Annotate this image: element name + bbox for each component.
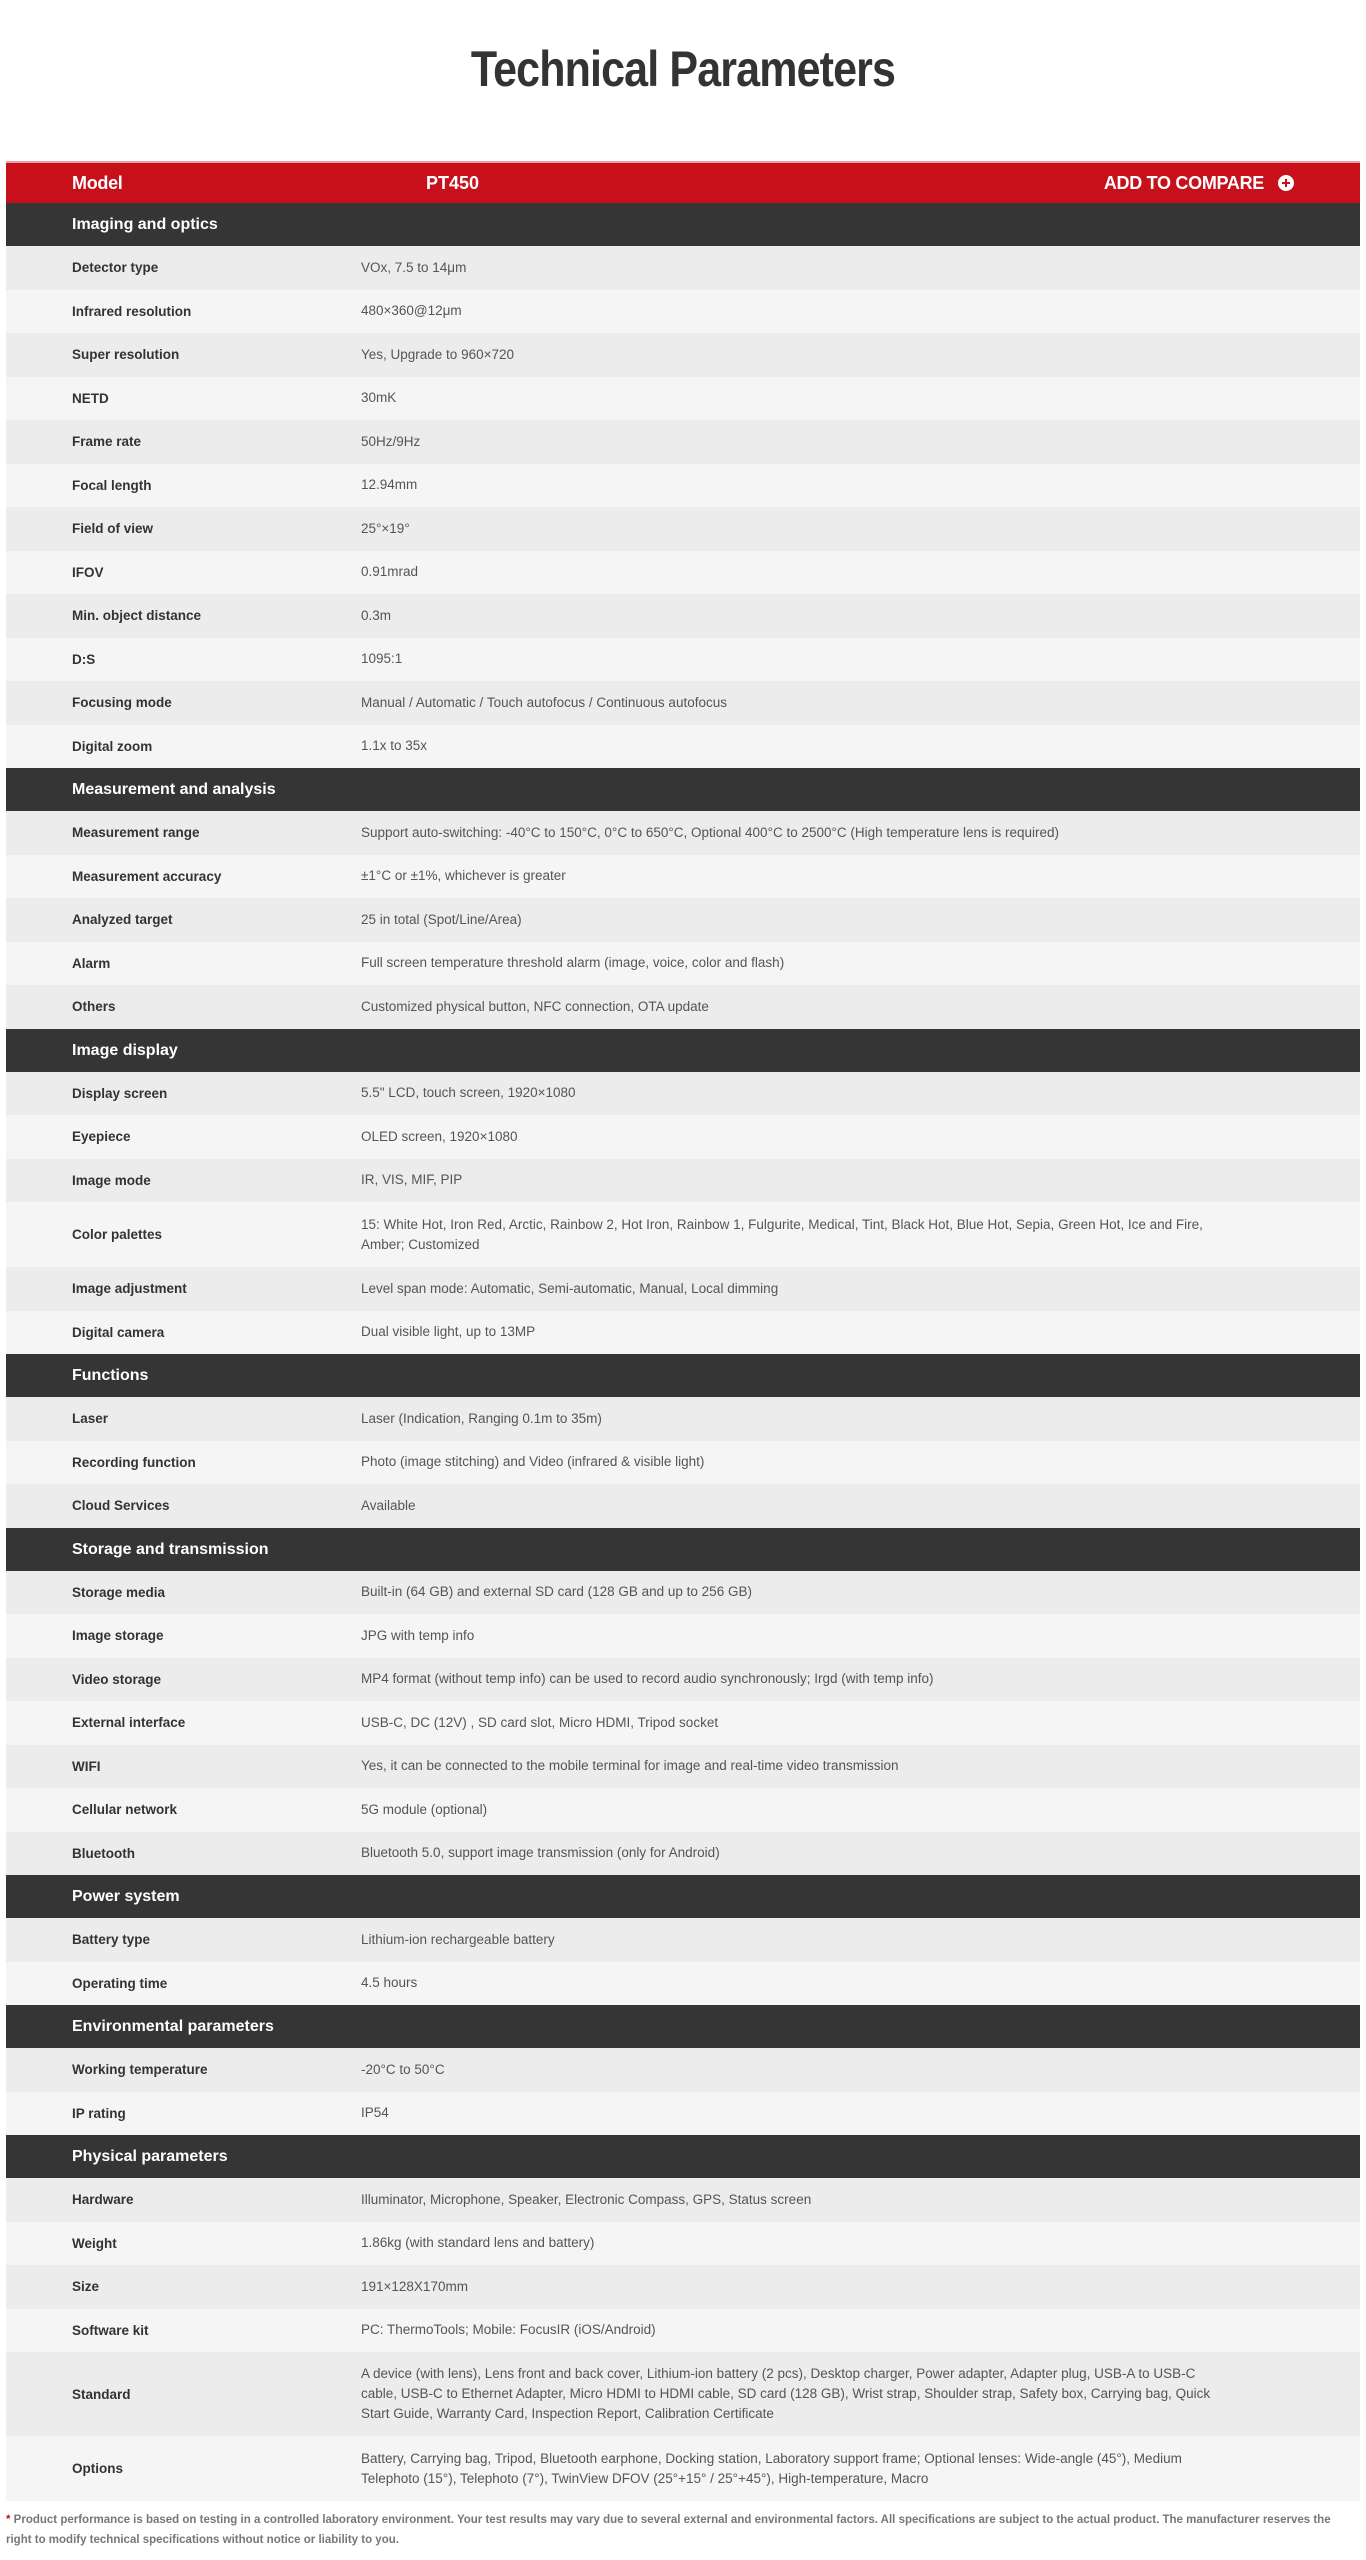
spec-key: Infrared resolution <box>72 303 192 319</box>
spec-value: Yes, it can be connected to the mobile terminal for image and real-time video transmission <box>361 1758 899 1774</box>
spec-row <box>6 2048 1360 2092</box>
spec-key: Display screen <box>72 1085 168 1101</box>
spec-key: NETD <box>72 390 109 406</box>
spec-value: 480×360@12μm <box>361 303 462 319</box>
spec-key: Options <box>72 2461 123 2476</box>
spec-key: Analyzed target <box>72 912 173 928</box>
section-rows <box>6 1072 1360 1355</box>
section-header: Environmental parameters <box>6 2005 1360 2048</box>
spec-row <box>6 1614 1360 1658</box>
spec-key: Digital camera <box>72 1324 165 1340</box>
spec-key: IFOV <box>72 564 104 580</box>
spec-row <box>6 2436 1360 2501</box>
spec-row <box>6 855 1360 899</box>
spec-row <box>6 1267 1360 1311</box>
spec-key: Measurement accuracy <box>72 868 222 884</box>
spec-key: Alarm <box>72 955 111 971</box>
spec-value: 1095:1 <box>361 651 403 667</box>
model-label: Model <box>72 173 123 193</box>
spec-key: Focusing mode <box>72 695 172 711</box>
spec-row <box>6 594 1360 638</box>
add-to-compare-label: ADD TO COMPARE <box>1103 172 1264 193</box>
spec-value: Laser (Indication, Ranging 0.1m to 35m) <box>361 1410 602 1426</box>
spec-key: D:S <box>72 651 96 667</box>
spec-row <box>6 898 1360 942</box>
spec-value: Available <box>361 1497 416 1513</box>
spec-row <box>6 333 1360 377</box>
spec-value: 4.5 hours <box>361 1975 418 1991</box>
spec-row <box>6 290 1360 334</box>
spec-key: Others <box>72 999 116 1015</box>
spec-key: Image adjustment <box>72 1281 187 1297</box>
spec-key: Digital zoom <box>72 738 153 754</box>
footnote-text: Product performance is based on testing in a controlled laboratory environment. Your test results may vary due to several external and environmental factors. All specifications are subject to the actual product. The manufacturer reserves the right to modify technical specifications without notice or liability to you. <box>6 2514 1331 2546</box>
spec-value: 191×128X170mm <box>361 2278 468 2294</box>
spec-row <box>6 1571 1360 1615</box>
spec-row <box>6 1397 1360 1441</box>
spec-row <box>6 2178 1360 2222</box>
section-header: Physical parameters <box>6 2135 1360 2178</box>
model-value: PT450 <box>426 173 480 193</box>
spec-key: Software kit <box>72 2322 149 2338</box>
spec-value: IP54 <box>361 2105 389 2121</box>
spec-key: Bluetooth <box>72 1845 135 1861</box>
spec-value: 25 in total (Spot/Line/Area) <box>361 911 522 927</box>
spec-value: Manual / Automatic / Touch autofocus / Continuous autofocus <box>361 694 727 710</box>
spec-value: MP4 format (without temp info) can be used to record audio synchronously; Irgd (with temp info) <box>361 1671 934 1687</box>
page-title: Technical Parameters <box>470 41 896 97</box>
section-rows <box>6 2048 1360 2135</box>
spec-row <box>6 464 1360 508</box>
spec-row <box>6 1918 1360 1962</box>
spec-row <box>6 811 1360 855</box>
spec-value: Yes, Upgrade to 960×720 <box>361 346 515 362</box>
spec-key: Storage media <box>72 1584 166 1600</box>
spec-row <box>6 1159 1360 1203</box>
spec-value: A device (with lens), Lens front and back cover, Lithium-ion battery (2 pcs), Desktop charger, Power adapter, Adapter plug, USB-A to USB-C cable, USB-C to Ethernet Adapter, Micro HDMI to HDMI cable, SD card (128 GB), Wrist strap, Shoulder strap, Safety box, Carrying bag, Quick Start Guide, Warranty Card, Inspection Report, Calibration Certificate <box>361 2366 1211 2421</box>
spec-value: Support auto-switching: -40°C to 150°C, 0°C to 650°C, Optional 400°C to 2500°C (High temperature lens is required) <box>361 824 1059 840</box>
model-row <box>6 161 1360 203</box>
spec-value: 0.91mrad <box>361 564 419 580</box>
spec-row <box>6 2092 1360 2136</box>
spec-row <box>6 420 1360 464</box>
spec-key: Operating time <box>72 1975 168 1991</box>
spec-key: Frame rate <box>72 434 142 450</box>
spec-key: Image mode <box>72 1172 151 1188</box>
spec-row <box>6 2222 1360 2266</box>
spec-value: 5.5" LCD, touch screen, 1920×1080 <box>361 1085 576 1101</box>
spec-key: Cellular network <box>72 1802 178 1818</box>
spec-key: Min. object distance <box>72 608 202 624</box>
spec-key: Weight <box>72 2235 117 2251</box>
spec-value: 25°×19° <box>361 520 410 536</box>
spec-value: -20°C to 50°C <box>361 2061 445 2077</box>
spec-row <box>6 1072 1360 1116</box>
spec-value: 15: White Hot, Iron Red, Arctic, Rainbow 2, Hot Iron, Rainbow 1, Fulgurite, Medical, Tint, Black Hot, Blue Hot, Sepia, Green Hot, Ice and Fire, Amber; Customized <box>361 1216 1203 1252</box>
section-rows <box>6 246 1360 768</box>
spec-row <box>6 2265 1360 2309</box>
section-header: Storage and transmission <box>6 1528 1360 1571</box>
spec-key: IP rating <box>72 2105 126 2121</box>
spec-key: Field of view <box>72 521 154 537</box>
spec-value: Customized physical button, NFC connection, OTA update <box>361 998 709 1014</box>
spec-row <box>6 638 1360 682</box>
spec-key: External interface <box>72 1715 186 1731</box>
spec-row <box>6 1658 1360 1702</box>
spec-value: Level span mode: Automatic, Semi-automatic, Manual, Local dimming <box>361 1280 779 1296</box>
spec-row <box>6 246 1360 290</box>
spec-value: Bluetooth 5.0, support image transmission (only for Android) <box>361 1845 720 1861</box>
section-header: Power system <box>6 1875 1360 1918</box>
spec-key: Laser <box>72 1411 109 1427</box>
spec-value: Built-in (64 GB) and external SD card (128 GB and up to 256 GB) <box>361 1584 752 1600</box>
plus-circle-icon <box>1278 175 1294 191</box>
spec-row <box>6 681 1360 725</box>
spec-value: 50Hz/9Hz <box>361 433 421 449</box>
specs-table <box>6 161 1360 2501</box>
spec-key: Recording function <box>72 1454 196 1470</box>
spec-value: VOx, 7.5 to 14μm <box>361 259 467 275</box>
spec-value: 1.86kg (with standard lens and battery) <box>361 2235 595 2251</box>
spec-value: Lithium-ion rechargeable battery <box>361 1931 555 1947</box>
section-header: Functions <box>6 1354 1360 1397</box>
spec-key: Size <box>72 2279 100 2295</box>
spec-key: Measurement range <box>72 825 200 841</box>
section-header: Image display <box>6 1029 1360 1072</box>
spec-value: Photo (image stitching) and Video (infrared & visible light) <box>361 1454 705 1470</box>
footnote <box>6 2510 1356 2550</box>
spec-value: 1.1x to 35x <box>361 738 428 754</box>
spec-value: IR, VIS, MIF, PIP <box>361 1172 463 1188</box>
spec-key: WIFI <box>72 1758 101 1774</box>
spec-value: ±1°C or ±1%, whichever is greater <box>361 868 566 884</box>
section-rows <box>6 811 1360 1029</box>
spec-key: Battery type <box>72 1932 151 1948</box>
spec-row <box>6 1701 1360 1745</box>
spec-row <box>6 1441 1360 1485</box>
spec-value: PC: ThermoTools; Mobile: FocusIR (iOS/Android) <box>361 2322 656 2338</box>
spec-row <box>6 942 1360 986</box>
spec-key: Working temperature <box>72 2062 208 2078</box>
spec-row <box>6 1788 1360 1832</box>
section-header: Imaging and optics <box>6 203 1360 246</box>
spec-key: Image storage <box>72 1628 164 1644</box>
section-rows <box>6 1397 1360 1528</box>
footnote-star: * <box>6 2514 11 2526</box>
spec-value: Illuminator, Microphone, Speaker, Electronic Compass, GPS, Status screen <box>361 2191 812 2207</box>
section-rows <box>6 2178 1360 2501</box>
spec-value: Full screen temperature threshold alarm (image, voice, color and flash) <box>361 955 785 971</box>
spec-row <box>6 1202 1360 1267</box>
spec-value: 0.3m <box>361 607 392 623</box>
spec-row <box>6 1962 1360 2006</box>
spec-key: Super resolution <box>72 347 180 363</box>
spec-row <box>6 377 1360 421</box>
spec-key: Focal length <box>72 477 152 493</box>
spec-value: Dual visible light, up to 13MP <box>361 1324 536 1340</box>
spec-row <box>6 2309 1360 2353</box>
spec-value: 30mK <box>361 390 397 406</box>
spec-row <box>6 1832 1360 1876</box>
spec-key: Standard <box>72 2386 131 2402</box>
spec-value: USB-C, DC (12V) , SD card slot, Micro HDMI, Tripod socket <box>361 1714 719 1730</box>
spec-row <box>6 725 1360 769</box>
spec-row <box>6 1115 1360 1159</box>
section-rows <box>6 1918 1360 2005</box>
spec-key: Color palettes <box>72 1227 163 1242</box>
spec-key: Cloud Services <box>72 1498 170 1514</box>
spec-row <box>6 1311 1360 1355</box>
spec-key: Eyepiece <box>72 1129 131 1145</box>
spec-row <box>6 1745 1360 1789</box>
section-header: Measurement and analysis <box>6 768 1360 811</box>
spec-row <box>6 985 1360 1029</box>
spec-row <box>6 1484 1360 1528</box>
add-to-compare-button[interactable] <box>1104 163 1294 203</box>
spec-value: 12.94mm <box>361 477 418 493</box>
spec-key: Video storage <box>72 1671 162 1687</box>
spec-value: Battery, Carrying bag, Tripod, Bluetooth earphone, Docking station, Laboratory support frame; Optional lenses: Wide-angle (45°), Medium Telephoto (15°), Telephoto (7°), TwinView DFOV (25°+15° / 25°+45°), High-temperature, Macro <box>361 2450 1182 2486</box>
spec-row <box>6 2352 1360 2436</box>
spec-row <box>6 551 1360 595</box>
spec-key: Hardware <box>72 2192 134 2208</box>
spec-row <box>6 507 1360 551</box>
spec-value: JPG with temp info <box>361 1627 475 1643</box>
section-rows <box>6 1571 1360 1876</box>
spec-value: OLED screen, 1920×1080 <box>361 1128 518 1144</box>
spec-key: Detector type <box>72 260 159 276</box>
spec-value: 5G module (optional) <box>361 1801 488 1817</box>
